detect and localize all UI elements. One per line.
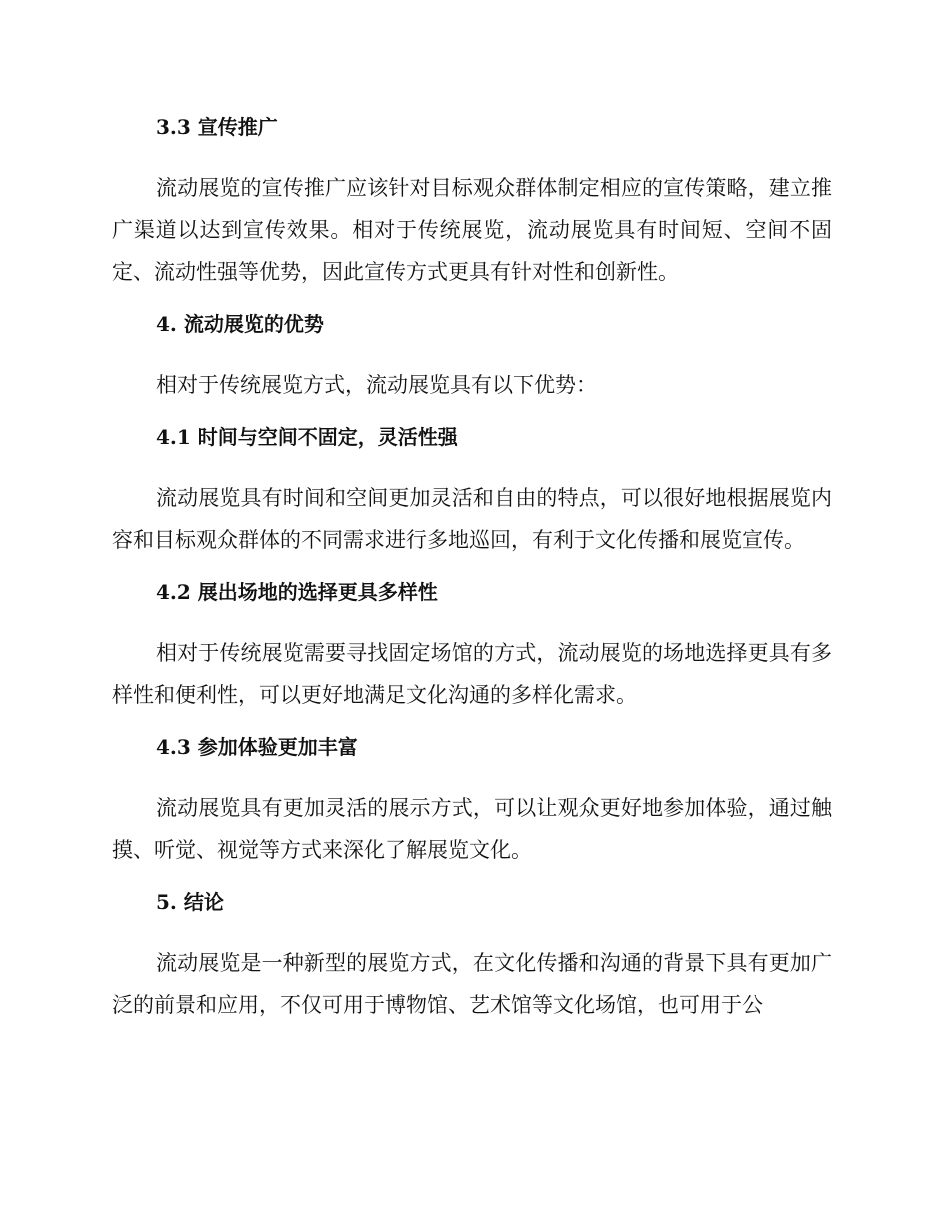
section-body-4-1: 流动展览具有时间和空间更加灵活和自由的特点，可以很好地根据展览内容和目标观众群体的不同需求进行多地巡回，有利于文化传播和展览宣传。 bbox=[112, 486, 832, 552]
section-heading-4-1: 4.1 时间与空间不固定，灵活性强 bbox=[156, 425, 458, 449]
document-page bbox=[112, 112, 832, 1026]
section-heading-5: 5. 结论 bbox=[156, 890, 224, 914]
section-body-3-3: 流动展览的宣传推广应该针对目标观众群体制定相应的宣传策略，建立推广渠道以达到宣传效果。相对于传统展览，流动展览具有时间短、空间不固定、流动性强等优势，因此宣传方式更具有针对性和创新性。 bbox=[112, 176, 832, 284]
section-heading-4-2: 4.2 展出场地的选择更具多样性 bbox=[156, 580, 438, 604]
section-body-4: 相对于传统展览方式，流动展览具有以下优势： bbox=[156, 373, 597, 397]
section-body-5: 流动展览是一种新型的展览方式，在文化传播和沟通的背景下具有更加广泛的前景和应用，不仅可用于博物馆、艺术馆等文化场馆，也可用于公 bbox=[112, 951, 832, 1017]
section-heading-3-3: 3.3 宣传推广 bbox=[156, 115, 278, 139]
section-heading-4: 4. 流动展览的优势 bbox=[156, 312, 324, 336]
section-body-4-3: 流动展览具有更加灵活的展示方式，可以让观众更好地参加体验，通过触摸、听觉、视觉等方式来深化了解展览文化。 bbox=[112, 796, 832, 862]
section-body-4-2: 相对于传统展览需要寻找固定场馆的方式，流动展览的场地选择更具有多样性和便利性，可以更好地满足文化沟通的多样化需求。 bbox=[112, 641, 832, 707]
section-heading-4-3: 4.3 参加体验更加丰富 bbox=[156, 735, 358, 759]
